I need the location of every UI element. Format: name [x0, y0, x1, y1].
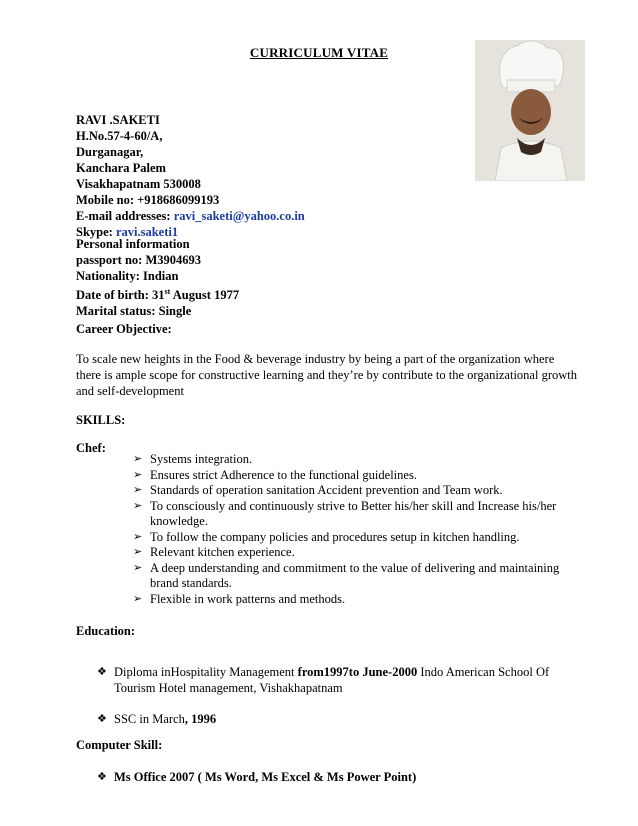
education-list: [97, 664, 567, 696]
candidate-name: RAVI .SAKETI: [76, 113, 160, 127]
email-row: [76, 208, 305, 224]
arrow-bullet-icon: ➢: [133, 453, 143, 465]
diamond-bullet-icon: ❖: [97, 666, 107, 678]
nationality: Nationality: Indian: [76, 269, 179, 283]
skype-id: ravi.saketi1: [115, 225, 179, 239]
address-line: Kanchara Palem: [76, 161, 166, 175]
list-item: ➢ Systems integration.: [133, 452, 253, 466]
list-item: ➢ Flexible in work patterns and methods.: [133, 591, 346, 606]
career-objective-text: To scale new heights in the Food & beverage industry by being a part of the organization where there is ample scope for constructive learning and they’re by contribute to the organizational growth and self-development: [76, 352, 577, 398]
diamond-bullet-icon: ❖: [97, 713, 107, 725]
email-label: E-mail addresses:: [76, 209, 174, 223]
list-item: ➢ Standards of operation sanitation Accident prevention and Team work.: [133, 483, 503, 497]
email-link[interactable]: ravi_saketi@yahoo.co.in: [173, 209, 305, 223]
education-heading: Education:: [76, 624, 136, 638]
arrow-bullet-icon: ➢: [133, 499, 143, 512]
arrow-bullet-icon: ➢: [133, 530, 143, 543]
career-objective-heading: Career Objective:: [76, 322, 172, 336]
chef-heading: Chef:: [76, 441, 106, 455]
address-line: Visakhapatnam 530008: [76, 177, 201, 191]
address-line: H.No.57-4-60/A,: [76, 129, 163, 143]
computer-skill-list: [97, 769, 567, 785]
arrow-bullet-icon: ➢: [133, 561, 143, 574]
arrow-bullet-icon: ➢: [133, 546, 143, 558]
arrow-bullet-icon: ➢: [133, 592, 143, 605]
personal-info-heading: Personal information: [76, 237, 190, 251]
personal-info-block: [76, 236, 239, 319]
skype-label: Skype:: [76, 225, 116, 239]
list-item: ❖ SSC in March, 1996: [97, 712, 217, 726]
list-item: ➢ To follow the company policies and procedures setup in kitchen handling.: [133, 529, 520, 544]
education-list: [97, 711, 567, 727]
passport-number: passport no: M3904693: [76, 253, 202, 267]
date-of-birth: Date of birth: 31st August 1977: [76, 287, 240, 303]
chef-skills-list: [133, 452, 573, 607]
contact-block: [76, 112, 305, 240]
diamond-bullet-icon: ❖: [97, 771, 107, 783]
arrow-bullet-icon: ➢: [133, 468, 143, 481]
skills-heading: SKILLS:: [76, 413, 126, 427]
document-title: CURRICULUM VITAE: [249, 45, 389, 60]
list-item: ➢ A deep understanding and commitment to the value of delivering and maintaining brand standards.: [133, 560, 560, 590]
list-item: ➢ Relevant kitchen experience.: [133, 545, 295, 559]
profile-photo: [475, 40, 585, 181]
computer-skill-heading: Computer Skill:: [76, 738, 163, 752]
mobile-number: Mobile no: +918686099193: [76, 193, 220, 207]
list-item: ❖ Diploma inHospitality Management from1997to June-2000 Indo American School Of Tourism Hotel management, Vishakhapatnam: [97, 665, 550, 695]
arrow-bullet-icon: ➢: [133, 484, 143, 496]
list-item: ➢ Ensures strict Adherence to the functional guidelines.: [133, 467, 417, 482]
marital-status: Marital status: Single: [76, 304, 192, 319]
list-item: ➢ To consciously and continuously strive to Better his/her skill and Increase his/her knowledge.: [133, 498, 557, 528]
list-item: ❖ Ms Office 2007 ( Ms Word, Ms Excel & Ms Power Point): [97, 770, 417, 784]
address-line: Durganagar,: [76, 145, 144, 159]
